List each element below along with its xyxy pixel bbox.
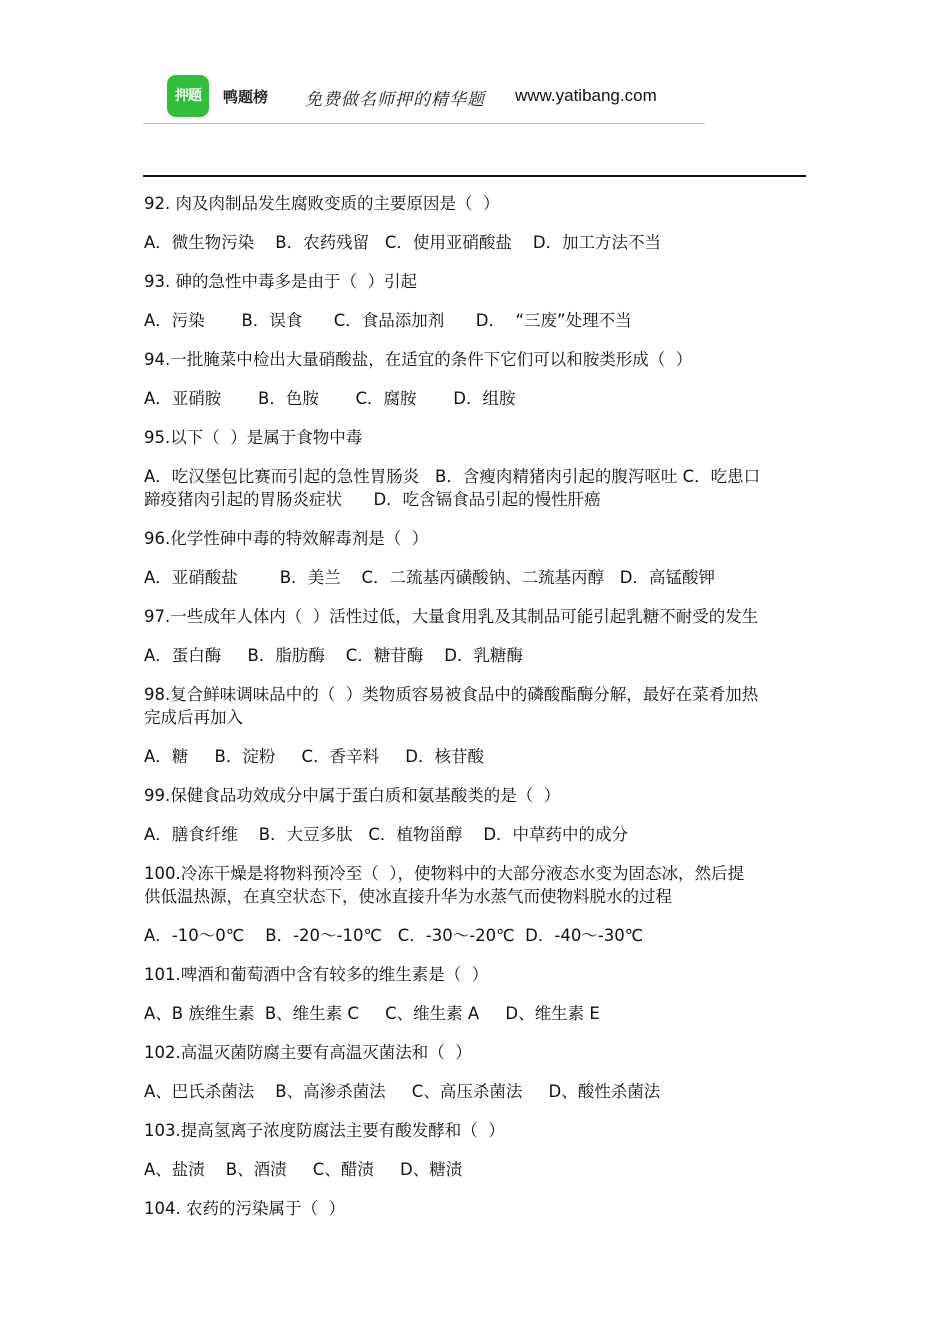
question-text-continued: 供低温热源，在真空状态下，使冰直接升华为水蒸气而使物料脱水的过程 xyxy=(144,887,672,906)
answer-options: A、B 族维生素 B、维生素 C C、维生素 A D、维生素 E xyxy=(144,1004,600,1023)
answer-options: A．-10～0℃ B．-20～-10℃ C．-30～-20℃ D．-40～-30℃ xyxy=(144,926,644,945)
answer-options: A．微生物污染 B．农药残留 C．使用亚硝酸盐 D．加工方法不当 xyxy=(144,233,662,252)
question-text-continued: 蹄疫猪肉引起的胃肠炎症状 D．吃含镉食品引起的慢性肝癌 xyxy=(144,490,601,509)
content-top-divider xyxy=(143,175,806,177)
question-text: 94.一批腌菜中检出大量硝酸盐，在适宜的条件下它们可以和胺类形成（ ） xyxy=(144,350,693,369)
brand-name: 鸭题榜 xyxy=(223,88,269,106)
answer-options: A、盐渍 B、酒渍 C、醋渍 D、糖渍 xyxy=(144,1160,463,1179)
question-text: 104. 农药的污染属于（ ） xyxy=(144,1199,345,1218)
question-text: 103.提高氢离子浓度防腐法主要有酸发酵和（ ） xyxy=(144,1121,505,1140)
header-divider xyxy=(143,123,705,124)
answer-options: A．膳食纤维 B．大豆多肽 C．植物甾醇 D．中草药中的成分 xyxy=(144,825,629,844)
yatibang-logo: 押题 xyxy=(167,75,209,117)
question-text: 98.复合鲜味调味品中的（ ）类物质容易被食品中的磷酸酯酶分解，最好在菜肴加热 xyxy=(144,685,759,704)
question-text: 95.以下（ ）是属于食物中毒 xyxy=(144,428,363,447)
question-text: 96.化学性砷中毒的特效解毒剂是（ ） xyxy=(144,529,429,548)
answer-options: A、巴氏杀菌法 B、高渗杀菌法 C、高压杀菌法 D、酸性杀菌法 xyxy=(144,1082,661,1101)
answer-options: A．蛋白酶 B．脂肪酶 C．糖苷酶 D．乳糖酶 xyxy=(144,646,524,665)
site-url[interactable]: www.yatibang.com xyxy=(515,86,657,105)
page-header xyxy=(143,70,705,124)
answer-options: A．吃汉堡包比赛而引起的急性胃肠炎 B．含瘦肉精猪肉引起的腹泻呕吐 C．吃患口 xyxy=(144,467,761,486)
question-text: 101.啤酒和葡萄酒中含有较多的维生素是（ ） xyxy=(144,965,489,984)
question-text: 99.保健食品功效成分中属于蛋白质和氨基酸类的是（ ） xyxy=(144,786,561,805)
question-text: 100.冷冻干燥是将物料预冷至（ ），使物料中的大部分液态水变为固态冰，然后提 xyxy=(144,864,744,883)
header-slogan: 免费做名师押的精华题 xyxy=(305,90,485,110)
question-list xyxy=(144,192,799,1236)
question-text: 102.高温灭菌防腐主要有高温灭菌法和（ ） xyxy=(144,1043,472,1062)
answer-options: A．亚硝酸盐 B．美兰 C．二巯基丙磺酸钠、二巯基丙醇 D．高锰酸钾 xyxy=(144,568,716,587)
answer-options: A．糖 B．淀粉 C．香辛料 D．核苷酸 xyxy=(144,747,485,766)
question-text: 93. 砷的急性中毒多是由于（ ）引起 xyxy=(144,272,417,291)
question-text: 92. 肉及肉制品发生腐败变质的主要原因是（ ） xyxy=(144,194,500,213)
answer-options: A．亚硝胺 B．色胺 C．腐胺 D．组胺 xyxy=(144,389,516,408)
question-text-continued: 完成后再加入 xyxy=(144,708,243,727)
answer-options: A．污染 B．误食 C．食品添加剂 D． “三废”处理不当 xyxy=(144,311,632,330)
question-text: 97.一些成年人体内（ ）活性过低，大量食用乳及其制品可能引起乳糖不耐受的发生 xyxy=(144,607,759,626)
